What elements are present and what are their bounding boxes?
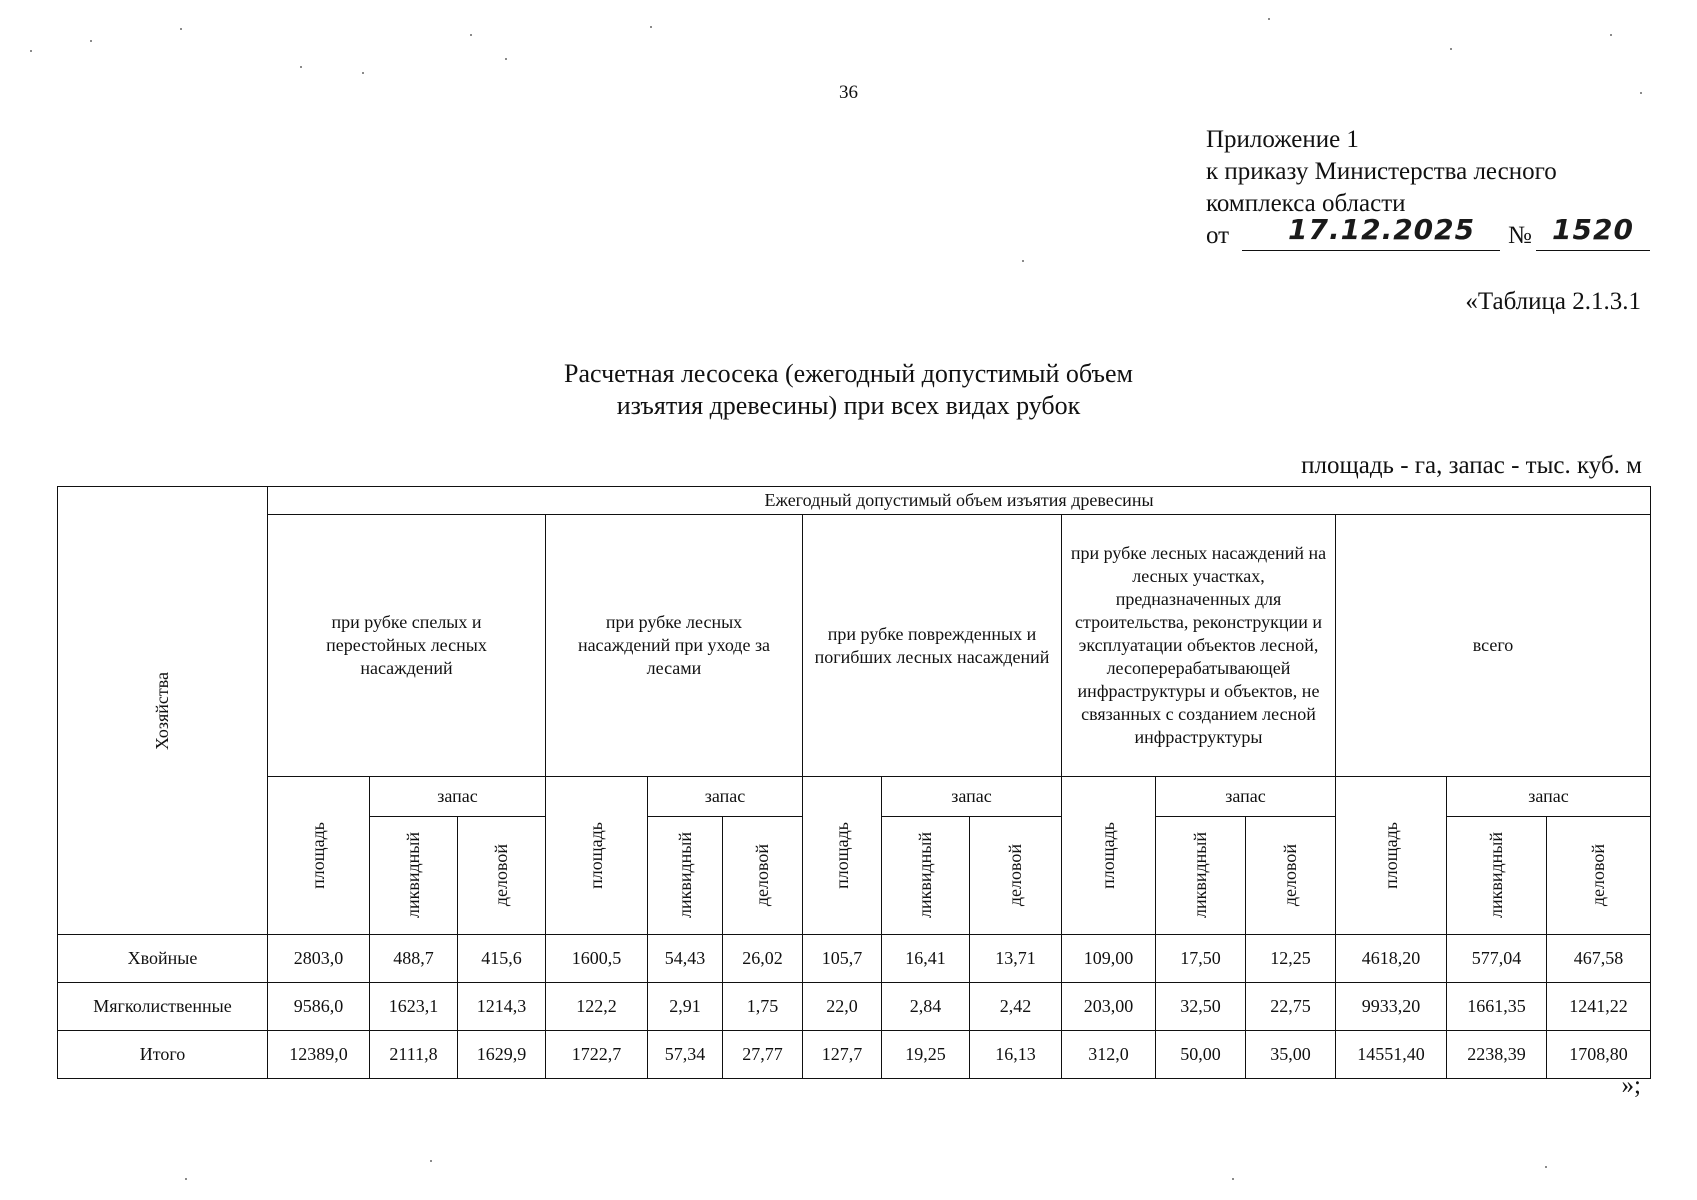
- value-cell: 312,0: [1062, 1031, 1156, 1079]
- value-cell: 488,7: [370, 935, 458, 983]
- value-cell: 4618,20: [1336, 935, 1447, 983]
- value-cell: 127,7: [803, 1031, 882, 1079]
- scan-speck: [1022, 260, 1024, 262]
- scan-speck: [362, 72, 364, 74]
- appendix-line-1: Приложение 1: [1206, 126, 1359, 153]
- scan-speck: [430, 1160, 432, 1162]
- scan-speck: [1268, 18, 1270, 20]
- logging-volume-table: [57, 486, 1651, 1079]
- value-cell: 13,71: [970, 935, 1062, 983]
- value-cell: 1623,1: [370, 983, 458, 1031]
- col-business-5: [1547, 817, 1651, 935]
- scan-speck: [1232, 1178, 1234, 1180]
- col-business-1: [458, 817, 546, 935]
- value-cell: 16,13: [970, 1031, 1062, 1079]
- value-cell: 109,00: [1062, 935, 1156, 983]
- scan-speck: [180, 28, 182, 30]
- group-header-care: при рубке лесных насаждений при уходе за лесами: [546, 515, 803, 777]
- value-cell: 16,41: [882, 935, 970, 983]
- title-line-2: изъятия древесины) при всех видах рубок: [616, 391, 1081, 420]
- col-business-4: [1246, 817, 1336, 935]
- scan-speck: [650, 26, 652, 28]
- liquid-label: ликвидный: [1486, 832, 1506, 919]
- date-underline: [1242, 250, 1500, 251]
- value-cell: 1,75: [723, 983, 803, 1031]
- table-body: [58, 935, 1651, 1079]
- col-area-1: [268, 777, 370, 935]
- value-cell: 26,02: [723, 935, 803, 983]
- table-reference: «Таблица 2.1.3.1: [1465, 288, 1641, 315]
- scan-speck: [90, 40, 92, 42]
- liquid-label: ликвидный: [1190, 832, 1210, 919]
- value-cell: 203,00: [1062, 983, 1156, 1031]
- value-cell: 35,00: [1246, 1031, 1336, 1079]
- value-cell: 577,04: [1447, 935, 1547, 983]
- group-header-total: всего: [1336, 515, 1651, 777]
- value-cell: 14551,40: [1336, 1031, 1447, 1079]
- order-date-number-row: [1206, 213, 1634, 256]
- liquid-label: ликвидный: [403, 832, 423, 919]
- business-label: деловой: [1588, 844, 1609, 907]
- title-line-1: Расчетная лесосека (ежегодный допустимый объем: [564, 359, 1133, 388]
- stock-header-2: запас: [648, 777, 803, 817]
- from-label: от: [1206, 222, 1230, 249]
- area-label: площадь: [831, 822, 852, 889]
- appendix-line-2: к приказу Министерства лесного: [1206, 158, 1557, 185]
- scan-speck: [1610, 34, 1612, 36]
- col-liquid-5: [1447, 817, 1547, 935]
- value-cell: 2111,8: [370, 1031, 458, 1079]
- col-liquid-2: [648, 817, 723, 935]
- group-header-mature: при рубке спелых и перестойных лесных насаждений: [268, 515, 546, 777]
- area-label: площадь: [1380, 822, 1401, 889]
- page-number: 36: [839, 82, 858, 103]
- value-cell: 22,75: [1246, 983, 1336, 1031]
- table-row: [58, 935, 1651, 983]
- value-cell: 1629,9: [458, 1031, 546, 1079]
- value-cell: 1214,3: [458, 983, 546, 1031]
- row-header-label: Хозяйства: [152, 671, 172, 750]
- stock-header-3: запас: [882, 777, 1062, 817]
- appendix-line-3: комплекса области: [1206, 190, 1406, 217]
- liquid-label: ликвидный: [915, 832, 935, 919]
- scan-speck: [1545, 1166, 1547, 1168]
- liquid-label: ликвидный: [674, 832, 695, 919]
- scan-speck: [30, 50, 32, 52]
- scan-speck: [185, 1178, 187, 1180]
- business-label: деловой: [752, 844, 772, 907]
- col-liquid-3: [882, 817, 970, 935]
- value-cell: 2,84: [882, 983, 970, 1031]
- number-underline: [1536, 250, 1650, 251]
- row-name-cell: Итого: [58, 1031, 268, 1079]
- group-header-damaged: при рубке поврежденных и погибших лесных насаждений: [803, 515, 1062, 777]
- value-cell: 1241,22: [1547, 983, 1651, 1031]
- col-area-3: [803, 777, 882, 935]
- business-label: деловой: [491, 844, 511, 907]
- closing-quote: »;: [1621, 1072, 1641, 1099]
- value-cell: 19,25: [882, 1031, 970, 1079]
- scan-speck: [470, 34, 472, 36]
- scan-speck: [505, 58, 507, 60]
- value-cell: 54,43: [648, 935, 723, 983]
- stock-header-5: запас: [1447, 777, 1651, 817]
- value-cell: 17,50: [1156, 935, 1246, 983]
- area-label: площадь: [586, 822, 606, 889]
- col-area-4: [1062, 777, 1156, 935]
- business-label: деловой: [1280, 844, 1300, 907]
- table-row: [58, 983, 1651, 1031]
- value-cell: 1722,7: [546, 1031, 648, 1079]
- value-cell: 1600,5: [546, 935, 648, 983]
- value-cell: 57,34: [648, 1031, 723, 1079]
- value-cell: 2,42: [970, 983, 1062, 1031]
- col-business-3: [970, 817, 1062, 935]
- value-cell: 9933,20: [1336, 983, 1447, 1031]
- units-note: площадь - га, запас - тыс. куб. м: [1301, 452, 1642, 479]
- value-cell: 415,6: [458, 935, 546, 983]
- group-header-infrastructure: при рубке лесных насаждений на лесных участках, предназначенных для строительства, реконструкции и эксплуатации объектов лесной, лесоперерабатывающей инфраструктуры и объектов, не связанных с созданием лесной инфраструктуры: [1062, 515, 1336, 777]
- number-label: №: [1508, 222, 1532, 249]
- value-cell: 105,7: [803, 935, 882, 983]
- scan-speck: [1640, 92, 1642, 94]
- appendix-block: [1206, 124, 1634, 256]
- value-cell: 9586,0: [268, 983, 370, 1031]
- value-cell: 1708,80: [1547, 1031, 1651, 1079]
- value-cell: 122,2: [546, 983, 648, 1031]
- scan-speck: [1450, 48, 1452, 50]
- col-area-5: [1336, 777, 1447, 935]
- area-label: площадь: [308, 822, 328, 889]
- col-liquid-4: [1156, 817, 1246, 935]
- row-header-cell: [58, 487, 268, 935]
- value-cell: 1661,35: [1447, 983, 1547, 1031]
- table-row: [58, 1031, 1651, 1079]
- top-header: Ежегодный допустимый объем изъятия древесины: [268, 487, 1651, 515]
- business-label: деловой: [1005, 844, 1025, 907]
- value-cell: 467,58: [1547, 935, 1651, 983]
- value-cell: 12,25: [1246, 935, 1336, 983]
- value-cell: 50,00: [1156, 1031, 1246, 1079]
- row-name-cell: Мягколиственные: [58, 983, 268, 1031]
- row-name-cell: Хвойные: [58, 935, 268, 983]
- scan-speck: [300, 66, 302, 68]
- stock-header-4: запас: [1156, 777, 1336, 817]
- value-cell: 2803,0: [268, 935, 370, 983]
- value-cell: 12389,0: [268, 1031, 370, 1079]
- handwritten-number: 1520: [1552, 213, 1634, 246]
- document-title: [0, 358, 1697, 422]
- col-area-2: [546, 777, 648, 935]
- stock-header-1: запас: [370, 777, 546, 817]
- value-cell: 22,0: [803, 983, 882, 1031]
- col-liquid-1: [370, 817, 458, 935]
- value-cell: 27,77: [723, 1031, 803, 1079]
- value-cell: 32,50: [1156, 983, 1246, 1031]
- handwritten-date: 17.12.2025: [1288, 213, 1476, 246]
- col-business-2: [723, 817, 803, 935]
- area-label: площадь: [1098, 822, 1118, 889]
- value-cell: 2238,39: [1447, 1031, 1547, 1079]
- value-cell: 2,91: [648, 983, 723, 1031]
